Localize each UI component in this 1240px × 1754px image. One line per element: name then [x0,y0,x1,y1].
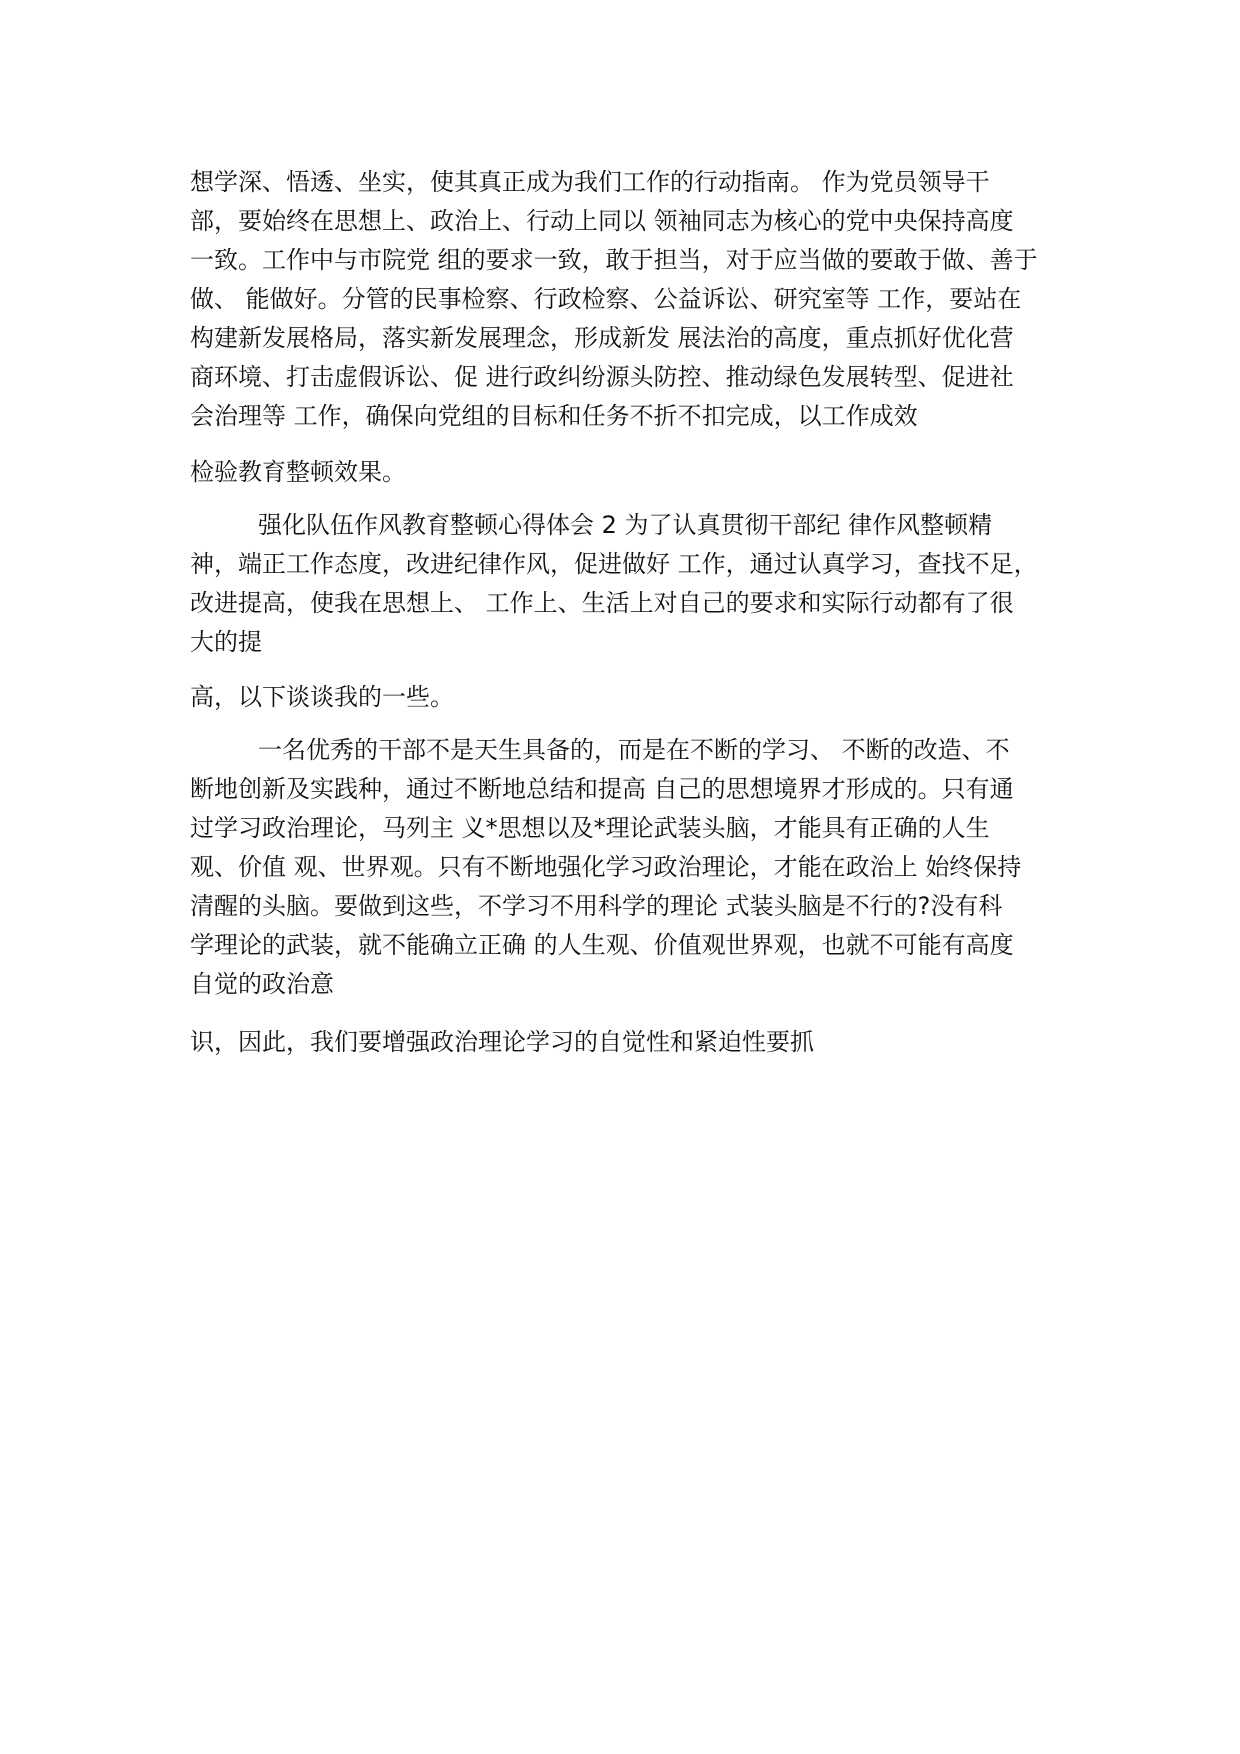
text-line: 想学深、悟透、坐实，使其真正成为我们工作的行动指南。 作为党员领导干 [190,168,990,196]
paragraph-tail-rectification [190,453,1070,492]
paragraph-essay-two-intro [190,506,1070,662]
text-line: 商环境、打击虚假诉讼、促 进行政纠纷源头防控、推动绿色发展转型、促进社 [190,363,1014,391]
text-line: 自觉的政治意 [190,970,334,998]
paragraph-tail-improvement [190,678,1070,717]
text-line: 检验教育整顿效果。 [190,458,406,486]
paragraph-tail-consciousness [190,1023,1070,1062]
text-line: 做、 能做好。分管的民事检察、行政检察、公益诉讼、研究室等 工作，要站在 [190,285,1022,313]
text-line: 过学习政治理论，马列主 义*思想以及*理论武装头脑，才能具有正确的人生 [190,814,990,842]
text-line: 大的提 [190,628,262,656]
text-line: 一名优秀的干部不是天生具备的，而是在不断的学习、 不断的改造、不 [258,736,1010,764]
text-line: 学理论的武装，就不能确立正确 的人生观、价值观世界观，也就不可能有高度 [190,931,1014,959]
text-line: 强化队伍作风教育整顿心得体会 2 为了认真贯彻干部纪 律作风整顿精 [258,511,993,539]
paragraph-continued-guide [190,163,1070,436]
text-line: 清醒的头脑。要做到这些，不学习不用科学的理论 式装头脑是不行的?没有科 [190,892,1003,920]
text-line: 部，要始终在思想上、政治上、行动上同以 领袖同志为核心的党中央保持高度 [190,207,1014,235]
text-line: 改进提高，使我在思想上、 工作上、生活上对自己的要求和实际行动都有了很 [190,589,1014,617]
text-line: 一致。工作中与市院党 组的要求一致，敢于担当，对于应当做的要敢于做、善于 [190,246,1038,274]
text-line: 高，以下谈谈我的一些。 [190,683,454,711]
paragraph-excellent-cadre [190,731,1070,1004]
text-line: 神，端正工作态度，改进纪律作风，促进做好 工作，通过认真学习，查找不足， [190,550,1038,578]
text-line: 构建新发展格局，落实新发展理念，形成新发 展法治的高度，重点抓好优化营 [190,324,1014,352]
text-line: 会治理等 工作，确保向党组的目标和任务不折不扣完成，以工作成效 [190,402,918,430]
text-line: 断地创新及实践种，通过不断地总结和提高 自己的思想境界才形成的。只有通 [190,775,1014,803]
text-line: 观、价值 观、世界观。只有不断地强化学习政治理论，才能在政治上 始终保持 [190,853,1022,881]
text-line: 识，因此，我们要增强政治理论学习的自觉性和紧迫性要抓 [190,1028,814,1056]
